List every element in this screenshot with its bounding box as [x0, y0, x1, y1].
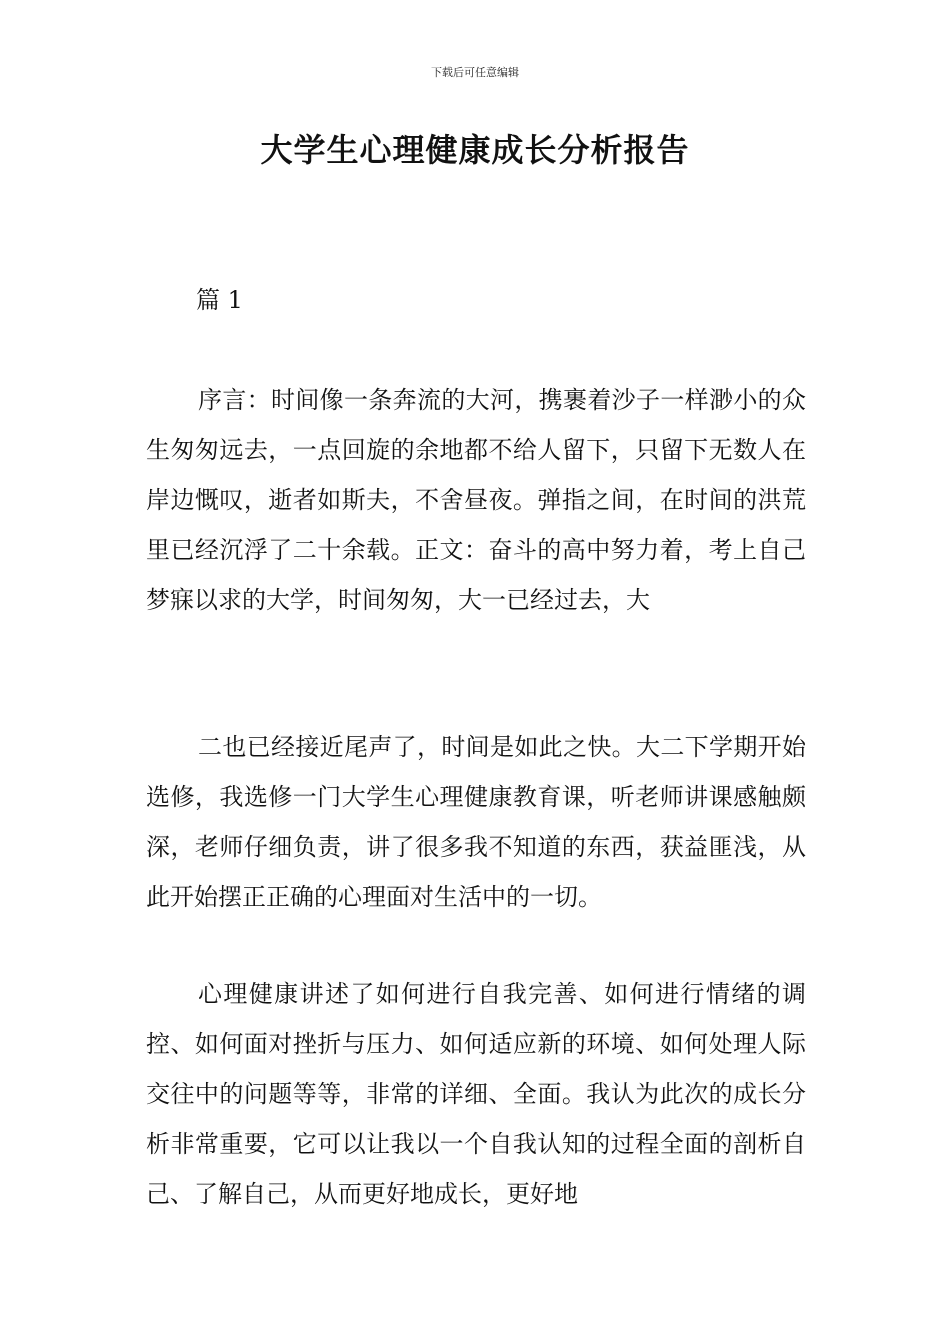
paragraph-mental-health: 心理健康讲述了如何进行自我完善、如何进行情绪的调控、如何面对挫折与压力、如何适应新的环境、如何处理人际交往中的问题等等，非常的详细、全面。我认为此次的成长分析非常重要，它可以让我以一个自我认知的过程全面的剖析自己、了解自己，从而更好地成长，更好地	[146, 980, 806, 1208]
section-label: 篇 1	[196, 286, 243, 314]
paragraph-preface: 序言：时间像一条奔流的大河，携裹着沙子一样渺小的众生匆匆远去，一点回旋的余地都不给人留下，只留下无数人在岸边慨叹，逝者如斯夫，不舍昼夜。弹指之间，在时间的洪荒里已经沉浮了二十余载。正文：奋斗的高中努力着，考上自己梦寐以求的大学，时间匆匆，大一已经过去，大	[146, 386, 806, 614]
paragraph-elective: 二也已经接近尾声了，时间是如此之快。大二下学期开始选修，我选修一门大学生心理健康教育课，听老师讲课感触颇深，老师仔细负责，讲了很多我不知道的东西，获益匪浅，从此开始摆正正确的心理面对生活中的一切。	[146, 733, 806, 911]
header-note: 下载后可任意编辑	[431, 66, 519, 79]
document-title: 大学生心理健康成长分析报告	[260, 131, 690, 169]
